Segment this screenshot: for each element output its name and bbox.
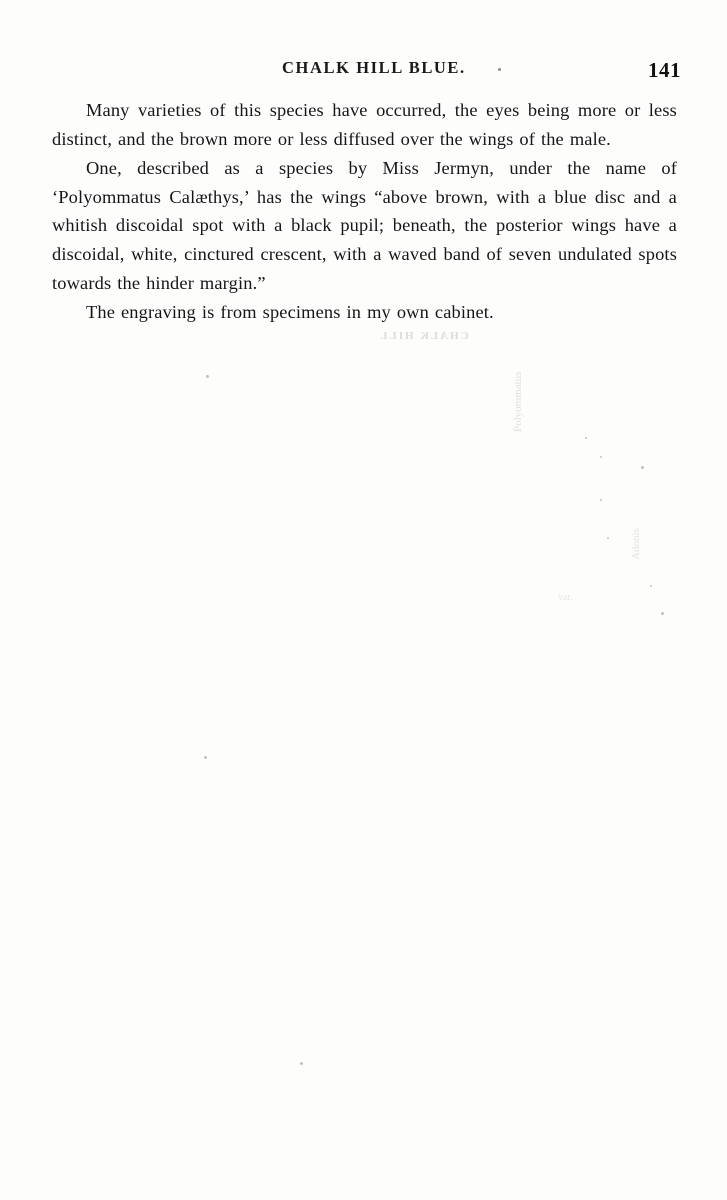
paragraph: The engraving is from specimens in my own cabinet.	[86, 302, 494, 323]
ink-speck	[600, 456, 602, 458]
showthrough-text: Adonis	[630, 528, 642, 560]
showthrough-text: CHALK HILL	[378, 330, 469, 342]
showthrough-text: Polyommatus	[512, 371, 524, 432]
ink-speck	[641, 466, 644, 469]
ink-speck	[600, 499, 602, 501]
ink-speck	[607, 537, 609, 539]
ink-speck	[204, 756, 207, 759]
paragraph: One, described as a species by Miss Jermyn, under the name of ‘Polyommatus Calæthys,’ has the wings “above brown, with a blue disc and a whitish discoidal spot with a black pupil; beneath, the posterior wings have a discoidal, white, cinctured crescent, with a waved band of seven undulated spots towards the hinder margin.”	[52, 158, 677, 293]
ink-speck	[498, 68, 501, 71]
body-text	[52, 96, 677, 328]
ink-speck	[206, 375, 209, 378]
paragraph: Many varieties of this species have occurred, the eyes being more or less distinct, and the brown more or less diffused over the wings of the male.	[52, 100, 677, 149]
page-header	[72, 58, 681, 84]
showthrough-text: var.	[558, 592, 573, 603]
ink-speck	[300, 1062, 303, 1065]
ink-speck	[585, 437, 587, 439]
ink-speck	[650, 585, 652, 587]
ink-speck	[661, 612, 664, 615]
running-head: CHALK HILL BLUE.	[282, 58, 466, 77]
page-number: 141	[648, 58, 681, 82]
